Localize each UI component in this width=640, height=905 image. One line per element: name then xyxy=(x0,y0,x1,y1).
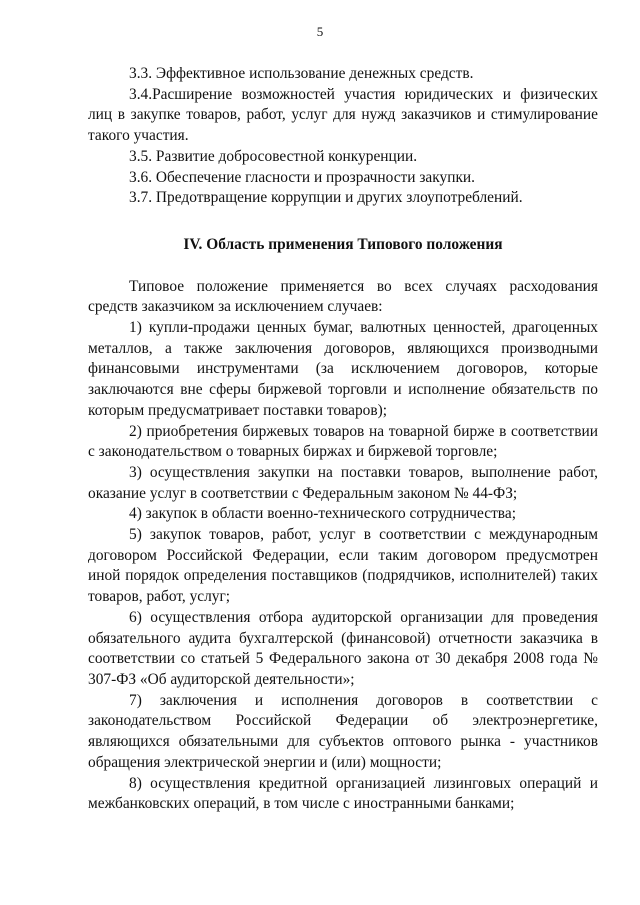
goal-item-3-7: 3.7. Предотвращение коррупции и других злоупотреблений. xyxy=(129,189,523,207)
exception-item-3: 3) осуществления закупки на поставки товаров, выполнение работ, оказание услуг в соответствии с Федеральным законом № 44-ФЗ; xyxy=(88,463,598,502)
exception-item-5: 5) закупок товаров, работ, услуг в соответствии с международным договором Российской Федерации, если таким договором предусмотрен иной порядок определения поставщиков (подрядчиков, исполнителей) таких товаров, работ, услуг; xyxy=(88,526,598,606)
exception-item-7: 7) заключения и исполнения договоров в соответствии с законодательством Российской Федерации об электроэнергетике, являющихся обязательными для субъектов оптового рынка - участников обращения электрической энергии и (или) мощности; xyxy=(88,691,598,771)
page-number: 5 xyxy=(316,24,324,39)
section-heading: IV. Область применения Типового положения xyxy=(183,235,503,253)
exception-item-8: 8) осуществления кредитной организацией лизинговых операций и межбанковских операций, в том числе с иностранными банками; xyxy=(88,774,598,813)
goal-item-3-4: 3.4.Расширение возможностей участия юридических и физических лиц в закупке товаров, работ, услуг для нужд заказчиков и стимулирование такого участия. xyxy=(88,85,598,145)
goal-item-3-3: 3.3. Эффективное использование денежных средств. xyxy=(129,65,474,82)
section-intro: Типовое положение применяется во всех случаях расходования средств заказчиком за исключением случаев: xyxy=(88,277,598,316)
exception-item-6: 6) осуществления отбора аудиторской организации для проведения обязательного аудита бухгалтерской (финансовой) отчетности заказчика в соответствии со статьей 5 Федерального закона от 30 декабря 2008 года № 307-ФЗ «Об аудиторской деятельности»; xyxy=(88,608,598,688)
exception-item-1: 1) купли-продажи ценных бумаг, валютных ценностей, драгоценных металлов, а также заключения договоров, являющихся производными финансовыми инструментами (за исключением договоров, которые заключаются вне сферы биржевой торговли и исполнение обязательств по которым предусматривает поставки товаров); xyxy=(88,319,598,419)
goal-item-3-6: 3.6. Обеспечение гласности и прозрачности закупки. xyxy=(129,168,476,186)
document-body xyxy=(88,64,598,815)
goal-item-3-5: 3.5. Развитие добросовестной конкуренции. xyxy=(129,147,418,165)
exception-item-2: 2) приобретения биржевых товаров на товарной бирже в соответствии с законодательством о товарных биржах и биржевой торговле; xyxy=(88,422,598,461)
exception-item-4: 4) закупок в области военно-технического сотрудничества; xyxy=(129,505,516,523)
